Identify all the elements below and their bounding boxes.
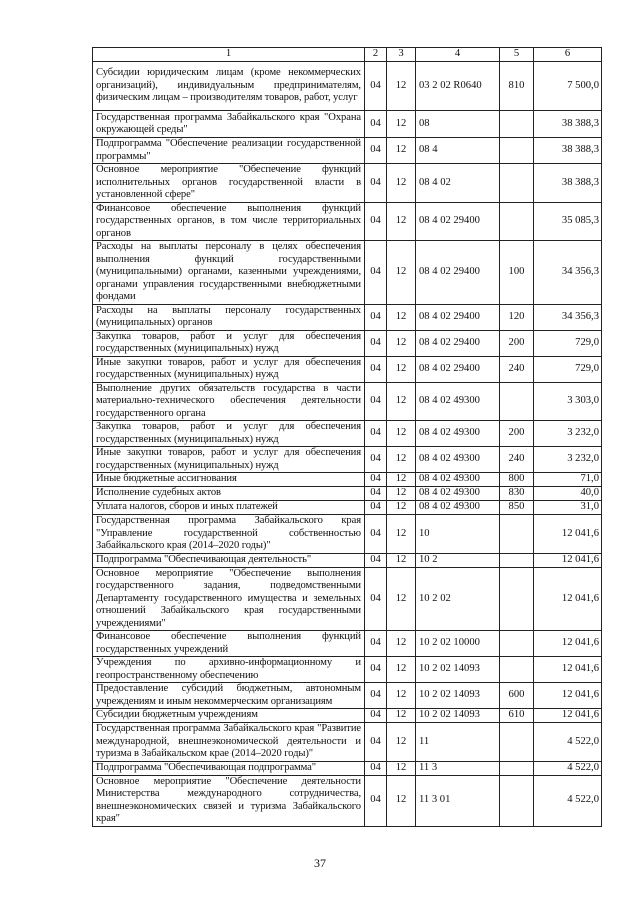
cell-expense-type: 240 (500, 447, 534, 473)
cell-subsection: 12 (387, 761, 416, 775)
cell-expense-type: 100 (500, 241, 534, 305)
cell-name: Учреждения по архивно-информационному и геопространственному обеспечению (93, 657, 365, 683)
cell-section: 04 (365, 723, 387, 762)
header-row (93, 48, 602, 62)
cell-target-code: 10 2 02 14093 (416, 709, 500, 723)
cell-name: Расходы на выплаты персоналу в целях обеспечения выполнения функций государственными (муниципальными) органами, казенными учреждениями, органами управления государственными внебюджетными фондами (93, 241, 365, 305)
cell-target-code: 08 4 02 29400 (416, 356, 500, 382)
cell-subsection: 12 (387, 356, 416, 382)
table-body (93, 62, 602, 827)
cell-expense-type: 830 (500, 487, 534, 501)
cell-subsection: 12 (387, 304, 416, 330)
cell-amount: 38 388,3 (534, 138, 602, 164)
cell-name: Расходы на выплаты персоналу государственных (муниципальных) органов (93, 304, 365, 330)
cell-expense-type (500, 567, 534, 631)
cell-expense-type (500, 553, 534, 567)
cell-section: 04 (365, 241, 387, 305)
cell-amount: 4 522,0 (534, 761, 602, 775)
cell-subsection: 12 (387, 241, 416, 305)
table-row (93, 567, 602, 631)
cell-amount: 12 041,6 (534, 553, 602, 567)
cell-section: 04 (365, 421, 387, 447)
cell-subsection: 12 (387, 709, 416, 723)
cell-expense-type (500, 164, 534, 203)
cell-amount: 35 085,3 (534, 202, 602, 241)
table-row (93, 775, 602, 826)
cell-subsection: 12 (387, 330, 416, 356)
table-row (93, 709, 602, 723)
cell-name: Субсидии юридическим лицам (кроме некоммерческих организаций), индивидуальным предпринимателям, физическим лицам – производителям товаров, работ, услуг (93, 62, 365, 111)
cell-amount: 3 232,0 (534, 447, 602, 473)
table-row (93, 356, 602, 382)
cell-amount: 12 041,6 (534, 683, 602, 709)
budget-table-page (92, 47, 601, 827)
cell-amount: 12 041,6 (534, 515, 602, 554)
cell-section: 04 (365, 567, 387, 631)
cell-subsection: 12 (387, 382, 416, 421)
cell-target-code: 08 4 02 29400 (416, 202, 500, 241)
cell-name: Выполнение других обязательств государства в части материально-технического обеспечения деятельности государственного органа (93, 382, 365, 421)
table-row (93, 487, 602, 501)
cell-target-code: 08 4 02 49300 (416, 473, 500, 487)
cell-name: Иные закупки товаров, работ и услуг для обеспечения государственных (муниципальных) нужд (93, 447, 365, 473)
cell-subsection: 12 (387, 138, 416, 164)
cell-expense-type: 810 (500, 62, 534, 111)
cell-name: Иные закупки товаров, работ и услуг для обеспечения государственных (муниципальных) нужд (93, 356, 365, 382)
cell-expense-type (500, 515, 534, 554)
cell-amount: 12 041,6 (534, 657, 602, 683)
cell-name: Субсидии бюджетным учреждениям (93, 709, 365, 723)
header-col-4: 4 (416, 48, 500, 62)
cell-section: 04 (365, 709, 387, 723)
cell-expense-type: 120 (500, 304, 534, 330)
header-col-2: 2 (365, 48, 387, 62)
cell-section: 04 (365, 447, 387, 473)
cell-name: Закупка товаров, работ и услуг для обеспечения государственных (муниципальных) нужд (93, 421, 365, 447)
cell-section: 04 (365, 683, 387, 709)
cell-target-code: 08 4 02 29400 (416, 304, 500, 330)
cell-target-code: 03 2 02 R0640 (416, 62, 500, 111)
cell-section: 04 (365, 553, 387, 567)
cell-expense-type (500, 761, 534, 775)
cell-name: Предоставление субсидий бюджетным, автономным учреждениям и иным некоммерческим организациям (93, 683, 365, 709)
cell-name: Уплата налогов, сборов и иных платежей (93, 501, 365, 515)
cell-amount: 4 522,0 (534, 775, 602, 826)
cell-section: 04 (365, 202, 387, 241)
cell-subsection: 12 (387, 202, 416, 241)
cell-target-code: 08 (416, 111, 500, 138)
cell-amount: 729,0 (534, 330, 602, 356)
cell-name: Исполнение судебных актов (93, 487, 365, 501)
cell-section: 04 (365, 138, 387, 164)
cell-name: Государственная программа Забайкальского края "Развитие международной, внешнеэкономической деятельности и туризма в Забайкальском крае (2014–2020 годы)" (93, 723, 365, 762)
cell-amount: 71,0 (534, 473, 602, 487)
cell-expense-type: 600 (500, 683, 534, 709)
table-row (93, 683, 602, 709)
cell-target-code: 08 4 02 49300 (416, 447, 500, 473)
page-number: 37 (314, 856, 326, 870)
cell-amount: 34 356,3 (534, 241, 602, 305)
table-row (93, 111, 602, 138)
budget-table (92, 47, 602, 827)
cell-section: 04 (365, 164, 387, 203)
table-row (93, 330, 602, 356)
cell-expense-type: 610 (500, 709, 534, 723)
cell-target-code: 10 2 02 (416, 567, 500, 631)
cell-subsection: 12 (387, 447, 416, 473)
cell-name: Подпрограмма "Обеспечивающая подпрограмма" (93, 761, 365, 775)
cell-expense-type (500, 202, 534, 241)
cell-name: Финансовое обеспечение выполнения функций государственных органов, в том числе территориальных органов (93, 202, 365, 241)
cell-subsection: 12 (387, 487, 416, 501)
cell-name: Закупка товаров, работ и услуг для обеспечения государственных (муниципальных) нужд (93, 330, 365, 356)
cell-expense-type (500, 657, 534, 683)
cell-subsection: 12 (387, 657, 416, 683)
cell-subsection: 12 (387, 683, 416, 709)
table-row (93, 473, 602, 487)
cell-target-code: 08 4 02 49300 (416, 487, 500, 501)
cell-subsection: 12 (387, 164, 416, 203)
cell-subsection: 12 (387, 62, 416, 111)
cell-section: 04 (365, 62, 387, 111)
table-row (93, 138, 602, 164)
cell-expense-type: 200 (500, 421, 534, 447)
cell-target-code: 08 4 02 (416, 164, 500, 203)
table-row (93, 304, 602, 330)
cell-subsection: 12 (387, 111, 416, 138)
cell-section: 04 (365, 356, 387, 382)
cell-subsection: 12 (387, 775, 416, 826)
cell-expense-type: 240 (500, 356, 534, 382)
cell-name: Финансовое обеспечение выполнения функций государственных учреждений (93, 631, 365, 657)
cell-subsection: 12 (387, 567, 416, 631)
cell-amount: 12 041,6 (534, 631, 602, 657)
cell-amount: 38 388,3 (534, 111, 602, 138)
cell-section: 04 (365, 761, 387, 775)
cell-subsection: 12 (387, 553, 416, 567)
cell-amount: 3 232,0 (534, 421, 602, 447)
cell-target-code: 08 4 02 49300 (416, 382, 500, 421)
cell-section: 04 (365, 657, 387, 683)
cell-expense-type (500, 631, 534, 657)
cell-target-code: 08 4 (416, 138, 500, 164)
cell-expense-type (500, 111, 534, 138)
cell-section: 04 (365, 775, 387, 826)
cell-name: Государственная программа Забайкальского края "Охрана окружающей среды" (93, 111, 365, 138)
cell-target-code: 11 3 01 (416, 775, 500, 826)
table-row (93, 241, 602, 305)
cell-subsection: 12 (387, 421, 416, 447)
table-row (93, 723, 602, 762)
cell-section: 04 (365, 487, 387, 501)
cell-section: 04 (365, 330, 387, 356)
cell-amount: 3 303,0 (534, 382, 602, 421)
cell-target-code: 10 2 02 10000 (416, 631, 500, 657)
cell-section: 04 (365, 304, 387, 330)
cell-name: Основное мероприятие "Обеспечение деятельности Министерства международного сотрудничества, внешнеэкономических связей и туризма Забайкальского края" (93, 775, 365, 826)
cell-amount: 40,0 (534, 487, 602, 501)
cell-amount: 34 356,3 (534, 304, 602, 330)
table-row (93, 657, 602, 683)
table-row (93, 447, 602, 473)
cell-target-code: 08 4 02 49300 (416, 421, 500, 447)
cell-section: 04 (365, 111, 387, 138)
cell-expense-type: 800 (500, 473, 534, 487)
table-row (93, 515, 602, 554)
header-col-6: 6 (534, 48, 602, 62)
cell-amount: 729,0 (534, 356, 602, 382)
cell-target-code: 08 4 02 29400 (416, 330, 500, 356)
cell-amount: 7 500,0 (534, 62, 602, 111)
cell-target-code: 10 2 02 14093 (416, 683, 500, 709)
cell-name: Подпрограмма "Обеспечение реализации государственной программы" (93, 138, 365, 164)
table-row (93, 761, 602, 775)
cell-target-code: 10 2 02 14093 (416, 657, 500, 683)
cell-subsection: 12 (387, 631, 416, 657)
table-row (93, 164, 602, 203)
cell-target-code: 10 (416, 515, 500, 554)
cell-target-code: 11 (416, 723, 500, 762)
cell-expense-type: 200 (500, 330, 534, 356)
cell-section: 04 (365, 515, 387, 554)
cell-expense-type (500, 723, 534, 762)
table-row (93, 382, 602, 421)
cell-expense-type (500, 382, 534, 421)
cell-amount: 31,0 (534, 501, 602, 515)
cell-subsection: 12 (387, 473, 416, 487)
cell-expense-type (500, 138, 534, 164)
cell-section: 04 (365, 382, 387, 421)
cell-amount: 38 388,3 (534, 164, 602, 203)
cell-name: Подпрограмма "Обеспечивающая деятельность" (93, 553, 365, 567)
cell-target-code: 10 2 (416, 553, 500, 567)
cell-name: Государственная программа Забайкальского края "Управление государственной собственностью Забайкальского края (2014–2020 годы)" (93, 515, 365, 554)
cell-target-code: 08 4 02 29400 (416, 241, 500, 305)
cell-name: Иные бюджетные ассигнования (93, 473, 365, 487)
header-col-1: 1 (93, 48, 365, 62)
cell-section: 04 (365, 501, 387, 515)
table-row (93, 421, 602, 447)
cell-amount: 12 041,6 (534, 567, 602, 631)
table-row (93, 631, 602, 657)
cell-expense-type: 850 (500, 501, 534, 515)
cell-subsection: 12 (387, 515, 416, 554)
cell-expense-type (500, 775, 534, 826)
cell-name: Основное мероприятие "Обеспечение выполнения государственного задания, подведомственными Департаменту государственного имущества и земельных отношений Забайкальского края государственными учреждениями" (93, 567, 365, 631)
cell-name: Основное мероприятие "Обеспечение функций исполнительных органов государственной власти в установленной сфере" (93, 164, 365, 203)
cell-subsection: 12 (387, 501, 416, 515)
cell-target-code: 08 4 02 49300 (416, 501, 500, 515)
header-col-5: 5 (500, 48, 534, 62)
table-row (93, 202, 602, 241)
table-row (93, 501, 602, 515)
table-row (93, 553, 602, 567)
cell-amount: 4 522,0 (534, 723, 602, 762)
cell-section: 04 (365, 631, 387, 657)
table-row (93, 62, 602, 111)
cell-section: 04 (365, 473, 387, 487)
cell-target-code: 11 3 (416, 761, 500, 775)
cell-subsection: 12 (387, 723, 416, 762)
cell-amount: 12 041,6 (534, 709, 602, 723)
header-col-3: 3 (387, 48, 416, 62)
